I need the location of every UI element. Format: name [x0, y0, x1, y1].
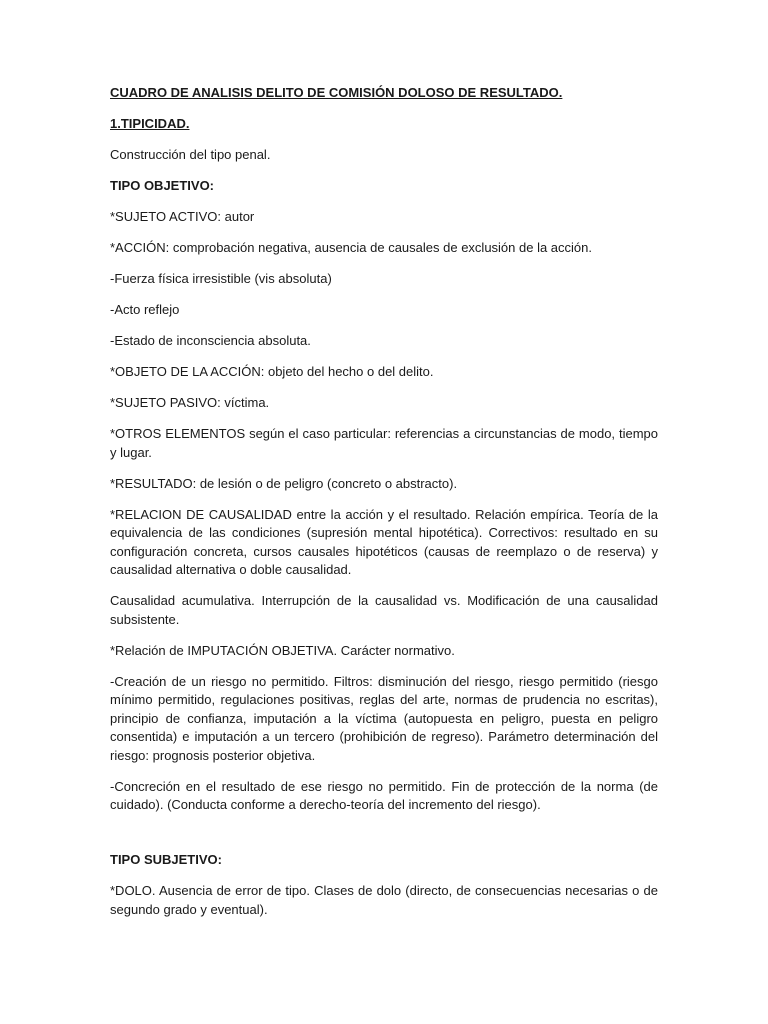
paragraph-construccion: Construcción del tipo penal.: [110, 147, 271, 162]
paragraph-relacion-causalidad: *RELACION DE CAUSALIDAD entre la acción y el resultado. Relación empírica. Teoría de la equivalencia de las condiciones (supresión mental hipotética). Correctivos: resultado en su configuración concreta, cursos causales hipotéticos (causas de reemplazo o de reserva) y causalidad alternativa o doble causalidad.: [110, 506, 658, 577]
paragraph-sujeto-activo: *SUJETO ACTIVO: autor: [110, 209, 255, 224]
paragraph-otros-elementos: *OTROS ELEMENTOS según el caso particular: referencias a circunstancias de modo, tiempo y lugar.: [110, 426, 658, 460]
paragraph-sujeto-pasivo: *SUJETO PASIVO: víctima.: [110, 395, 270, 410]
spacer: [110, 827, 658, 851]
paragraph-imputacion-objetiva: *Relación de IMPUTACIÓN OBJETIVA. Carácter normativo.: [110, 642, 455, 658]
paragraph-accion: *ACCIÓN: comprobación negativa, ausencia de causales de exclusión de la acción.: [110, 240, 592, 255]
paragraph-acto-reflejo: -Acto reflejo: [110, 302, 180, 317]
document-title: CUADRO DE ANALISIS DELITO DE COMISIÓN DOLOSO DE RESULTADO.: [110, 85, 563, 100]
paragraph-fuerza-fisica: -Fuerza física irresistible (vis absoluta): [110, 271, 332, 286]
paragraph-concrecion-resultado: -Concreción en el resultado de ese riesgo no permitido. Fin de protección de la norma (de cuidado). (Conducta conforme a derecho-teoría del incremento del riesgo).: [110, 778, 658, 812]
paragraph-causalidad-acumulativa: Causalidad acumulativa. Interrupción de la causalidad vs. Modificación de una causalidad subsistente.: [110, 593, 658, 627]
paragraph-inconsciencia: -Estado de inconsciencia absoluta.: [110, 333, 311, 348]
paragraph-objeto-accion: *OBJETO DE LA ACCIÓN: objeto del hecho o del delito.: [110, 364, 434, 379]
heading-tipo-objetivo: TIPO OBJETIVO:: [110, 178, 215, 193]
section-heading-tipicidad: 1.TIPICIDAD.: [110, 116, 190, 131]
paragraph-dolo: *DOLO. Ausencia de error de tipo. Clases de dolo (directo, de consecuencias necesarias o de segundo grado y eventual).: [110, 883, 658, 917]
heading-tipo-subjetivo: TIPO SUBJETIVO:: [110, 852, 222, 867]
paragraph-resultado: *RESULTADO: de lesión o de peligro (concreto o abstracto).: [110, 475, 458, 491]
document-body: [110, 84, 658, 932]
paragraph-creacion-riesgo: -Creación de un riesgo no permitido. Filtros: disminución del riesgo, riesgo permitido (riesgo mínimo permitido, regulaciones positivas, reglas del arte, normas de prudencia no escritas), principio de confianza, imputación a la víctima (autopuesta en peligro, puesta en peligro consentida) e imputación a un tercero (prohibición de regreso). Parámetro determinación del riesgo: prognosis posterior objetiva.: [110, 673, 658, 763]
